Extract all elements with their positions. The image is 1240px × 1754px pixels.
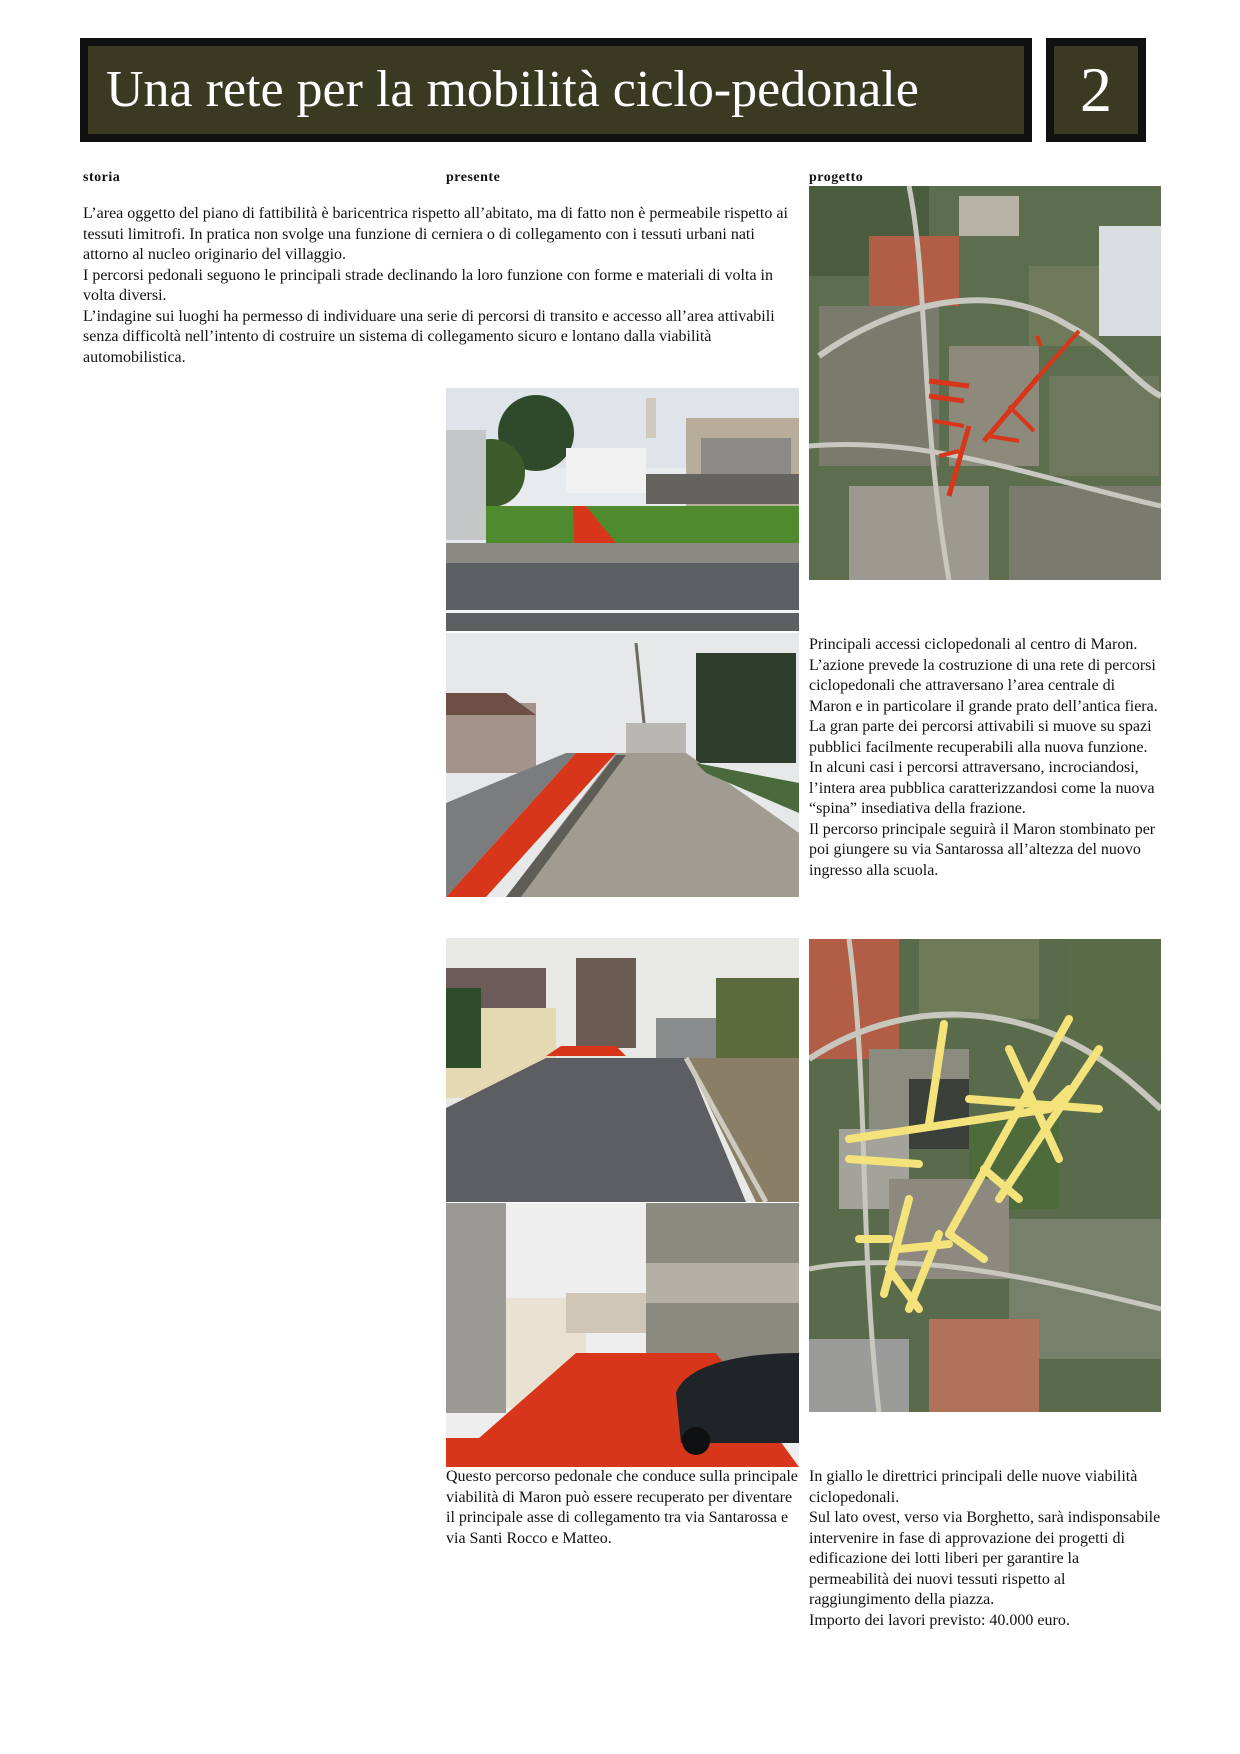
photo-street-red-entrance [446, 938, 799, 1202]
progetto-text-1 [809, 635, 1161, 881]
photo-lawn-red-path [446, 388, 799, 631]
storia-paragraph: I percorsi pedonali seguono le principali strade declinando la loro funzione con forme e materiali di volta in volta diversi. [83, 266, 773, 304]
storia-text [83, 204, 798, 368]
photo-driveway-red-path [446, 633, 799, 897]
column-heading-presente: presente [446, 170, 501, 185]
aerial-map-yellow-paths [809, 939, 1161, 1412]
progetto-paragraph: Principali accessi ciclopedonali al centro di Maron. [809, 636, 1138, 653]
progetto-paragraph: Sul lato ovest, verso via Borghetto, sarà indisponsabile intervenire in fase di approvazione dei progetti di edificazione dei lotti liberi per garantire la permeabilità dei nuovi tessuti rispetto al raggiungimento della piazza. [809, 1509, 1161, 1608]
column-heading-progetto: progetto [809, 170, 864, 185]
title-banner-inner [88, 46, 1024, 134]
page-number: 2 [1080, 54, 1112, 125]
page-title: Una rete per la mobilità ciclo-pedonale [106, 61, 919, 118]
storia-paragraph: L’area oggetto del piano di fattibilità è baricentrica rispetto all’abitato, ma di fatto non è permeabile rispetto ai tessuti limitrofi. In pratica non svolge una funzione di cerniera o di collegamento con i tessuti urbani nati attorno al nucleo originario del villaggio. [83, 205, 788, 263]
page-number-inner [1054, 46, 1138, 134]
presente-caption: Questo percorso pedonale che conduce sulla principale viabilità di Maron può essere recuperato per diventare il principale asse di collegamento tra via Santarossa e via Santi Rocco e Matteo. [446, 1468, 798, 1547]
page-number-box [1046, 38, 1146, 142]
title-banner [80, 38, 1032, 142]
storia-paragraph: L’indagine sui luoghi ha permesso di individuare una serie di percorsi di transito e accesso all’area attivabili senza difficoltà nell’intento di costruire un sistema di collegamento sicuro e lontano dalla viabilità automobilistica. [83, 307, 775, 366]
column-heading-storia: storia [83, 170, 121, 185]
progetto-text-2 [809, 1467, 1161, 1631]
progetto-paragraph: L’azione prevede la costruzione di una rete di percorsi ciclopedonali che attraversano l’area centrale di Maron e in particolare il grande prato dell’antica fiera. [809, 656, 1158, 715]
progetto-paragraph: La gran parte dei percorsi attivabili si muove su spazi pubblici facilmente recuperabili alla nuova funzione. In alcuni casi i percorsi attraversano, incrociandosi, l’intera area pubblica caratterizzandosi come la nuova “spina” insediativa della frazione. [809, 718, 1155, 817]
progetto-paragraph: Importo dei lavori previsto: 40.000 euro. [809, 1611, 1070, 1629]
photo-alley-red-path [446, 1203, 799, 1467]
progetto-paragraph: In giallo le direttrici principali delle nuove viabilità ciclopedonali. [809, 1468, 1138, 1506]
progetto-paragraph: Il percorso principale seguirà il Maron stombinato per poi giungere su via Santarossa all’altezza del nuovo ingresso alla scuola. [809, 820, 1156, 879]
aerial-map-red-paths [809, 186, 1161, 580]
